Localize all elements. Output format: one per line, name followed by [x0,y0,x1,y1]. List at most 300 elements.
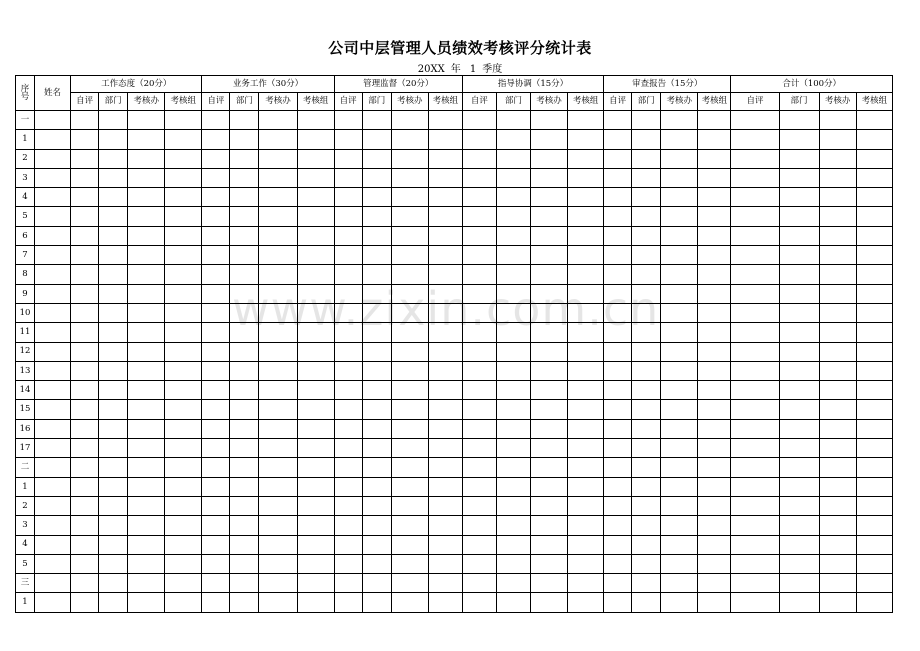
score-cell[interactable] [779,535,819,554]
score-cell[interactable] [71,381,99,400]
score-cell[interactable] [661,361,698,380]
score-cell[interactable] [779,284,819,303]
score-cell[interactable] [779,303,819,322]
score-cell[interactable] [230,265,259,284]
name-cell[interactable] [35,265,71,284]
score-cell[interactable] [128,226,165,245]
score-cell[interactable] [128,188,165,207]
score-cell[interactable] [362,477,391,496]
score-cell[interactable] [391,496,428,515]
score-cell[interactable] [391,554,428,573]
score-cell[interactable] [632,516,661,535]
score-cell[interactable] [531,554,568,573]
score-cell[interactable] [230,323,259,342]
name-cell[interactable] [35,554,71,573]
score-cell[interactable] [165,381,202,400]
score-cell[interactable] [428,342,462,361]
score-cell[interactable] [531,439,568,458]
score-cell[interactable] [202,554,230,573]
score-cell[interactable] [391,381,428,400]
score-cell[interactable] [202,149,230,168]
score-cell[interactable] [230,458,259,477]
score-cell[interactable] [230,574,259,593]
score-cell[interactable] [731,130,779,149]
score-cell[interactable] [259,554,297,573]
score-cell[interactable] [632,303,661,322]
score-cell[interactable] [632,188,661,207]
score-cell[interactable] [428,419,462,438]
score-cell[interactable] [202,207,230,226]
score-cell[interactable] [604,381,632,400]
score-cell[interactable] [165,400,202,419]
score-cell[interactable] [334,284,362,303]
score-cell[interactable] [698,496,731,515]
score-cell[interactable] [71,400,99,419]
score-cell[interactable] [230,496,259,515]
score-cell[interactable] [71,168,99,187]
score-cell[interactable] [202,593,230,612]
score-cell[interactable] [856,381,892,400]
score-cell[interactable] [531,207,568,226]
score-cell[interactable] [362,111,391,130]
score-cell[interactable] [856,130,892,149]
score-cell[interactable] [71,226,99,245]
score-cell[interactable] [698,284,731,303]
score-cell[interactable] [568,303,604,322]
score-cell[interactable] [819,149,856,168]
score-cell[interactable] [99,303,128,322]
score-cell[interactable] [259,419,297,438]
score-cell[interactable] [230,226,259,245]
score-cell[interactable] [259,226,297,245]
score-cell[interactable] [604,516,632,535]
score-cell[interactable] [128,130,165,149]
score-cell[interactable] [604,246,632,265]
score-cell[interactable] [819,516,856,535]
score-cell[interactable] [428,496,462,515]
score-cell[interactable] [428,226,462,245]
score-cell[interactable] [604,226,632,245]
score-cell[interactable] [661,265,698,284]
score-cell[interactable] [391,188,428,207]
score-cell[interactable] [297,496,334,515]
score-cell[interactable] [71,111,99,130]
score-cell[interactable] [297,361,334,380]
score-cell[interactable] [259,265,297,284]
score-cell[interactable] [661,130,698,149]
score-cell[interactable] [531,400,568,419]
score-cell[interactable] [428,516,462,535]
score-cell[interactable] [362,419,391,438]
score-cell[interactable] [856,535,892,554]
score-cell[interactable] [698,439,731,458]
score-cell[interactable] [334,381,362,400]
score-cell[interactable] [259,111,297,130]
score-cell[interactable] [531,496,568,515]
score-cell[interactable] [531,361,568,380]
score-cell[interactable] [99,458,128,477]
score-cell[interactable] [496,574,530,593]
score-cell[interactable] [856,477,892,496]
score-cell[interactable] [632,419,661,438]
score-cell[interactable] [698,130,731,149]
score-cell[interactable] [604,477,632,496]
score-cell[interactable] [496,516,530,535]
score-cell[interactable] [819,593,856,612]
name-cell[interactable] [35,207,71,226]
score-cell[interactable] [230,130,259,149]
score-cell[interactable] [819,323,856,342]
score-cell[interactable] [531,574,568,593]
score-cell[interactable] [334,496,362,515]
score-cell[interactable] [71,323,99,342]
score-cell[interactable] [165,246,202,265]
score-cell[interactable] [661,149,698,168]
score-cell[interactable] [428,535,462,554]
score-cell[interactable] [165,130,202,149]
score-cell[interactable] [819,265,856,284]
score-cell[interactable] [391,111,428,130]
score-cell[interactable] [334,342,362,361]
score-cell[interactable] [632,207,661,226]
score-cell[interactable] [202,168,230,187]
score-cell[interactable] [698,535,731,554]
score-cell[interactable] [362,168,391,187]
score-cell[interactable] [297,419,334,438]
score-cell[interactable] [202,439,230,458]
score-cell[interactable] [99,439,128,458]
name-cell[interactable] [35,496,71,515]
score-cell[interactable] [99,554,128,573]
score-cell[interactable] [202,535,230,554]
score-cell[interactable] [297,284,334,303]
score-cell[interactable] [334,130,362,149]
score-cell[interactable] [334,439,362,458]
score-cell[interactable] [128,361,165,380]
score-cell[interactable] [428,361,462,380]
score-cell[interactable] [661,284,698,303]
score-cell[interactable] [99,265,128,284]
score-cell[interactable] [531,419,568,438]
score-cell[interactable] [202,284,230,303]
score-cell[interactable] [462,477,496,496]
score-cell[interactable] [297,188,334,207]
score-cell[interactable] [462,496,496,515]
score-cell[interactable] [259,323,297,342]
score-cell[interactable] [531,381,568,400]
score-cell[interactable] [165,554,202,573]
score-cell[interactable] [731,381,779,400]
score-cell[interactable] [661,419,698,438]
name-cell[interactable] [35,323,71,342]
score-cell[interactable] [632,458,661,477]
score-cell[interactable] [661,439,698,458]
score-cell[interactable] [334,111,362,130]
score-cell[interactable] [568,168,604,187]
score-cell[interactable] [856,593,892,612]
score-cell[interactable] [779,516,819,535]
score-cell[interactable] [496,419,530,438]
score-cell[interactable] [391,149,428,168]
score-cell[interactable] [819,381,856,400]
score-cell[interactable] [856,265,892,284]
score-cell[interactable] [698,477,731,496]
score-cell[interactable] [568,477,604,496]
score-cell[interactable] [297,303,334,322]
score-cell[interactable] [202,323,230,342]
score-cell[interactable] [496,361,530,380]
score-cell[interactable] [698,419,731,438]
score-cell[interactable] [779,149,819,168]
score-cell[interactable] [661,188,698,207]
score-cell[interactable] [334,265,362,284]
score-cell[interactable] [202,265,230,284]
score-cell[interactable] [362,535,391,554]
score-cell[interactable] [698,149,731,168]
score-cell[interactable] [604,400,632,419]
score-cell[interactable] [230,477,259,496]
score-cell[interactable] [362,323,391,342]
score-cell[interactable] [568,400,604,419]
score-cell[interactable] [99,574,128,593]
score-cell[interactable] [297,111,334,130]
score-cell[interactable] [128,535,165,554]
score-cell[interactable] [99,149,128,168]
score-cell[interactable] [661,554,698,573]
score-cell[interactable] [568,188,604,207]
score-cell[interactable] [362,554,391,573]
score-cell[interactable] [856,111,892,130]
score-cell[interactable] [391,207,428,226]
score-cell[interactable] [531,265,568,284]
score-cell[interactable] [259,516,297,535]
score-cell[interactable] [731,458,779,477]
score-cell[interactable] [496,342,530,361]
score-cell[interactable] [632,535,661,554]
score-cell[interactable] [661,458,698,477]
score-cell[interactable] [698,554,731,573]
score-cell[interactable] [71,130,99,149]
score-cell[interactable] [632,226,661,245]
score-cell[interactable] [819,168,856,187]
score-cell[interactable] [661,323,698,342]
score-cell[interactable] [259,400,297,419]
score-cell[interactable] [165,342,202,361]
score-cell[interactable] [165,265,202,284]
score-cell[interactable] [731,111,779,130]
score-cell[interactable] [71,265,99,284]
score-cell[interactable] [698,400,731,419]
score-cell[interactable] [128,419,165,438]
score-cell[interactable] [362,458,391,477]
name-cell[interactable] [35,535,71,554]
score-cell[interactable] [462,246,496,265]
score-cell[interactable] [661,496,698,515]
score-cell[interactable] [391,246,428,265]
score-cell[interactable] [496,554,530,573]
score-cell[interactable] [819,419,856,438]
score-cell[interactable] [731,265,779,284]
score-cell[interactable] [632,381,661,400]
score-cell[interactable] [362,226,391,245]
score-cell[interactable] [334,535,362,554]
score-cell[interactable] [71,361,99,380]
score-cell[interactable] [391,439,428,458]
score-cell[interactable] [496,168,530,187]
score-cell[interactable] [334,149,362,168]
score-cell[interactable] [128,593,165,612]
score-cell[interactable] [496,535,530,554]
name-cell[interactable] [35,516,71,535]
score-cell[interactable] [165,303,202,322]
score-cell[interactable] [428,149,462,168]
score-cell[interactable] [632,149,661,168]
score-cell[interactable] [632,361,661,380]
score-cell[interactable] [334,516,362,535]
score-cell[interactable] [568,207,604,226]
score-cell[interactable] [99,226,128,245]
score-cell[interactable] [428,477,462,496]
score-cell[interactable] [391,168,428,187]
score-cell[interactable] [698,361,731,380]
score-cell[interactable] [128,207,165,226]
score-cell[interactable] [230,246,259,265]
score-cell[interactable] [428,303,462,322]
score-cell[interactable] [568,535,604,554]
score-cell[interactable] [819,246,856,265]
score-cell[interactable] [462,284,496,303]
score-cell[interactable] [259,593,297,612]
score-cell[interactable] [297,400,334,419]
score-cell[interactable] [632,554,661,573]
score-cell[interactable] [604,419,632,438]
score-cell[interactable] [297,207,334,226]
score-cell[interactable] [462,593,496,612]
score-cell[interactable] [99,323,128,342]
score-cell[interactable] [731,226,779,245]
score-cell[interactable] [165,111,202,130]
score-cell[interactable] [334,361,362,380]
score-cell[interactable] [604,149,632,168]
score-cell[interactable] [128,516,165,535]
score-cell[interactable] [496,303,530,322]
score-cell[interactable] [856,168,892,187]
score-cell[interactable] [165,284,202,303]
score-cell[interactable] [71,458,99,477]
score-cell[interactable] [661,516,698,535]
score-cell[interactable] [259,361,297,380]
score-cell[interactable] [698,458,731,477]
score-cell[interactable] [71,188,99,207]
score-cell[interactable] [698,574,731,593]
score-cell[interactable] [731,516,779,535]
score-cell[interactable] [128,342,165,361]
score-cell[interactable] [259,207,297,226]
score-cell[interactable] [604,593,632,612]
score-cell[interactable] [856,246,892,265]
score-cell[interactable] [391,323,428,342]
score-cell[interactable] [779,342,819,361]
score-cell[interactable] [71,419,99,438]
name-cell[interactable] [35,284,71,303]
score-cell[interactable] [779,593,819,612]
score-cell[interactable] [462,207,496,226]
score-cell[interactable] [731,574,779,593]
score-cell[interactable] [462,265,496,284]
score-cell[interactable] [531,535,568,554]
score-cell[interactable] [128,284,165,303]
score-cell[interactable] [856,323,892,342]
score-cell[interactable] [661,342,698,361]
score-cell[interactable] [128,400,165,419]
score-cell[interactable] [230,439,259,458]
score-cell[interactable] [496,188,530,207]
score-cell[interactable] [604,574,632,593]
score-cell[interactable] [531,168,568,187]
score-cell[interactable] [202,246,230,265]
score-cell[interactable] [568,111,604,130]
score-cell[interactable] [632,168,661,187]
score-cell[interactable] [531,188,568,207]
score-cell[interactable] [779,496,819,515]
score-cell[interactable] [230,361,259,380]
score-cell[interactable] [731,400,779,419]
score-cell[interactable] [230,400,259,419]
score-cell[interactable] [819,496,856,515]
score-cell[interactable] [428,593,462,612]
score-cell[interactable] [604,130,632,149]
score-cell[interactable] [462,516,496,535]
score-cell[interactable] [462,149,496,168]
score-cell[interactable] [165,516,202,535]
score-cell[interactable] [71,554,99,573]
score-cell[interactable] [698,168,731,187]
score-cell[interactable] [202,477,230,496]
score-cell[interactable] [428,284,462,303]
score-cell[interactable] [99,400,128,419]
score-cell[interactable] [362,342,391,361]
score-cell[interactable] [462,226,496,245]
score-cell[interactable] [428,188,462,207]
score-cell[interactable] [362,207,391,226]
score-cell[interactable] [128,458,165,477]
name-cell[interactable] [35,574,71,593]
score-cell[interactable] [71,496,99,515]
score-cell[interactable] [259,149,297,168]
score-cell[interactable] [819,439,856,458]
score-cell[interactable] [462,381,496,400]
score-cell[interactable] [698,516,731,535]
score-cell[interactable] [698,207,731,226]
score-cell[interactable] [391,477,428,496]
score-cell[interactable] [391,574,428,593]
score-cell[interactable] [568,574,604,593]
score-cell[interactable] [391,458,428,477]
score-cell[interactable] [391,593,428,612]
score-cell[interactable] [496,207,530,226]
score-cell[interactable] [568,419,604,438]
score-cell[interactable] [391,130,428,149]
score-cell[interactable] [731,593,779,612]
score-cell[interactable] [856,516,892,535]
score-cell[interactable] [604,111,632,130]
score-cell[interactable] [259,477,297,496]
score-cell[interactable] [568,342,604,361]
score-cell[interactable] [568,323,604,342]
score-cell[interactable] [731,361,779,380]
score-cell[interactable] [462,130,496,149]
score-cell[interactable] [661,381,698,400]
